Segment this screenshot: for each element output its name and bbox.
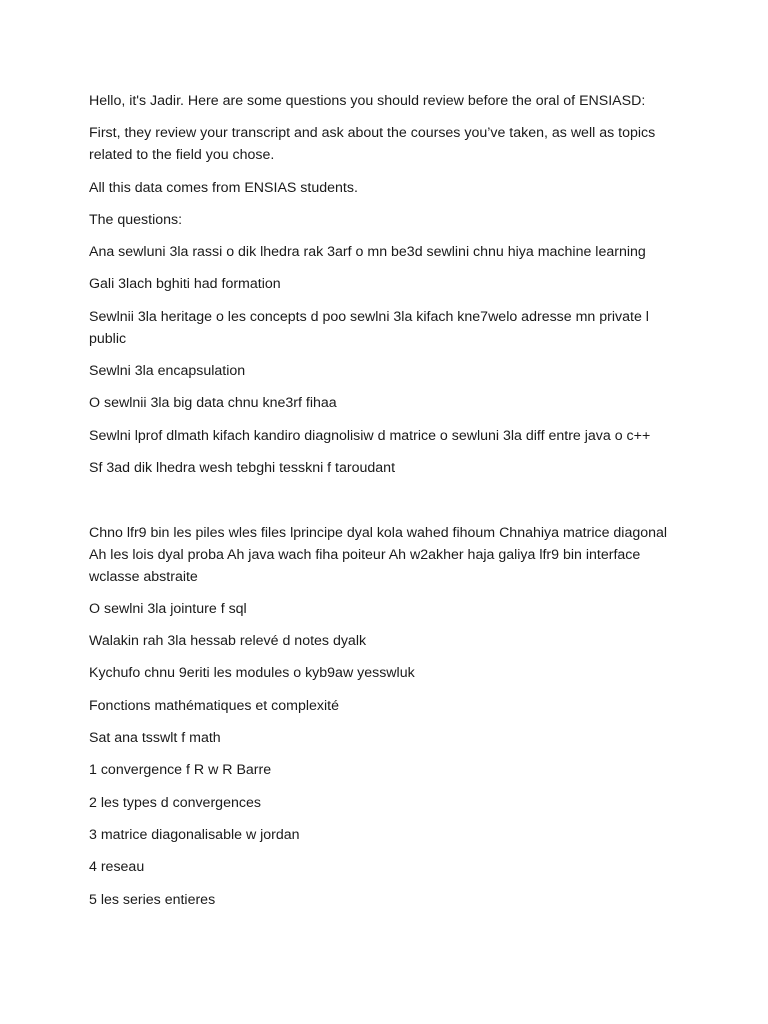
- math-question-item: 2 les types d convergences: [89, 794, 261, 811]
- module-title: Fonctions mathématiques et complexité: [89, 697, 339, 714]
- question-item: O sewlni 3la jointure f sql: [89, 600, 247, 617]
- question-item: Sewlni lprof dlmath kifach kandiro diagnolisiw d matrice o sewluni 3la diff entre java o c++: [89, 427, 651, 444]
- intro-paragraph: Hello, it's Jadir. Here are some questions you should review before the oral of ENSIASD:: [89, 93, 646, 109]
- question-item: Gali 3lach bghiti had formation: [89, 276, 281, 293]
- source-paragraph: All this data comes from ENSIAS students.: [89, 179, 358, 196]
- document-body: [89, 90, 674, 921]
- transcript-paragraph: First, they review your transcript and ask about the courses you’ve taken, as well as topics related to the field you chose.: [89, 125, 656, 164]
- questions-heading: The questions:: [89, 211, 183, 228]
- math-question-item: 4 reseau: [89, 859, 145, 876]
- note-paragraph: Sat ana tsswlt f math: [89, 730, 221, 747]
- math-question-item: 5 les series entieres: [89, 891, 216, 908]
- math-question-item: 1 convergence f R w R Barre: [89, 762, 272, 779]
- question-item: Sewlnii 3la heritage o les concepts d poo sewlni 3la kifach kne7welo adresse mn private l public: [89, 308, 649, 347]
- note-paragraph: Walakin rah 3la hessab relevé d notes dyalk: [89, 633, 367, 650]
- question-item: Chno lfr9 bin les piles wles files lprincipe dyal kola wahed fihoum Chnahiya matrice diagonal Ah les lois dyal proba Ah java wach fiha poiteur Ah w2akher haja galiya lfr9 bin interface wclasse abstraite: [89, 524, 668, 585]
- question-item: O sewlnii 3la big data chnu kne3rf fihaa: [89, 395, 337, 412]
- question-item: Ana sewluni 3la rassi o dik lhedra rak 3arf o mn be3d sewlini chnu hiya machine learning: [89, 244, 646, 261]
- question-item: Sewlni 3la encapsulation: [89, 363, 246, 380]
- blank-line: [89, 489, 674, 511]
- question-item: Sf 3ad dik lhedra wesh tebghi tesskni f taroudant: [89, 459, 396, 476]
- math-question-item: 3 matrice diagonalisable w jordan: [89, 826, 300, 843]
- note-paragraph: Kychufo chnu 9eriti les modules o kyb9aw yesswluk: [89, 665, 415, 682]
